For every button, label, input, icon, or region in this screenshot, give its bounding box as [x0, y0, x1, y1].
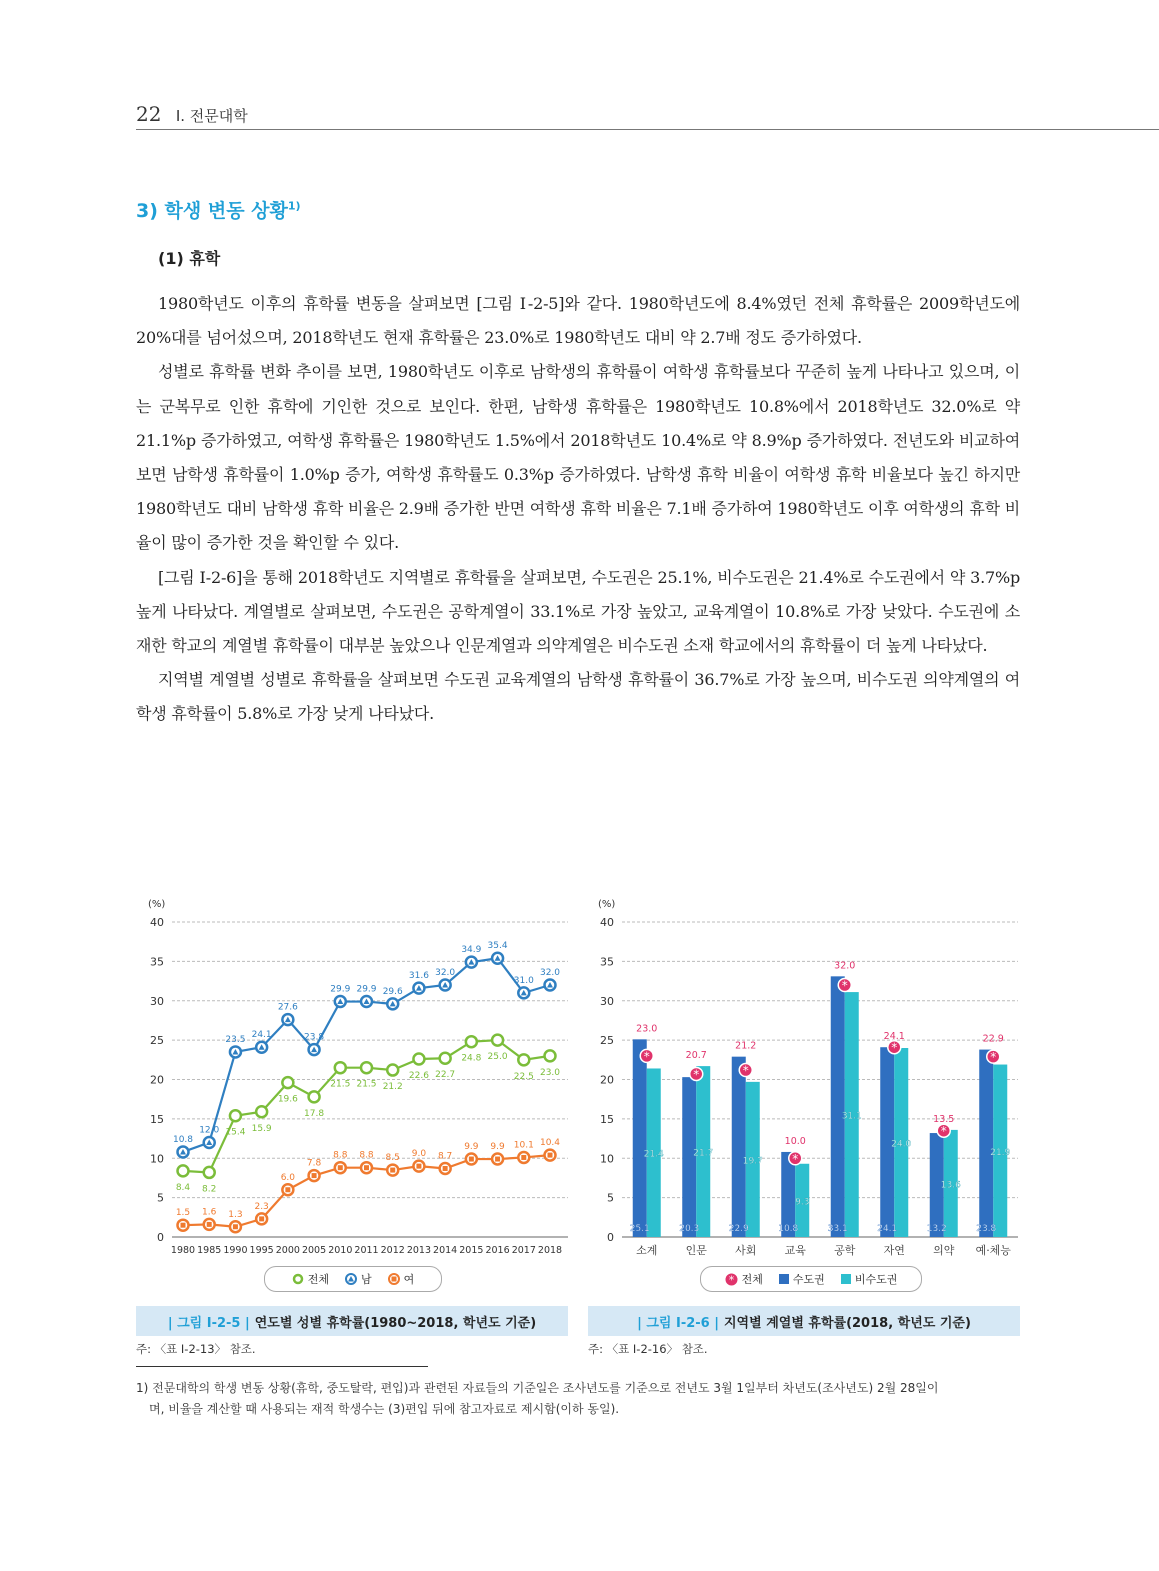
square-marker: [548, 1153, 553, 1158]
data-label: 32.0: [435, 968, 456, 978]
data-point: [335, 1062, 346, 1073]
data-label: 25.0: [487, 1052, 508, 1063]
asterisk-icon: *: [643, 1049, 650, 1064]
footnote-ref: 1): [287, 199, 301, 213]
x-category-label: 사회: [735, 1244, 757, 1257]
bar-value-noncapital: 24.0: [891, 1139, 912, 1150]
chart5-legend: [264, 1266, 442, 1292]
data-label: 8.4: [175, 1182, 191, 1193]
paragraph: [그림 Ⅰ-2-6]을 통해 2018학년도 지역별로 휴학률을 살펴보면, 수도권은 25.1%, 비수도권은 21.4%로 수도권에서 약 3.7%p 높게 나타났다. 계열별로 살펴보면, 수도권은 공학계열이 33.1%로 가장 높았고, 교육계열이 10.8%로 가장 낮았다. 수도권에 소재한 학교의 계열별 휴학률이 대부분 높았으나 인문계열과 의약계열은 비수도권 소재 학교에서의 휴학률이 더 높게 나타났다.: [136, 567, 1020, 656]
data-label: 34.9: [461, 945, 482, 956]
data-label: 22.7: [435, 1070, 456, 1081]
legend-item-total: 전체: [292, 1271, 329, 1287]
data-point: [230, 1110, 241, 1121]
svg-text:*: *: [728, 1273, 734, 1286]
data-label: 29.6: [382, 986, 403, 997]
legend-item-capital: 수도권: [779, 1271, 825, 1287]
data-label: 10.8: [172, 1134, 194, 1145]
legend-item-male: 남: [345, 1271, 372, 1287]
overall-value-label: 32.0: [834, 960, 856, 972]
square-marker: [521, 1155, 526, 1160]
data-label: 10.1: [513, 1140, 534, 1151]
data-point: [545, 1050, 556, 1061]
x-tick-label: 2016: [485, 1245, 510, 1256]
asterisk-icon: *: [742, 1063, 749, 1078]
data-label: 8.8: [359, 1150, 374, 1161]
bar-value-noncapital: 21.4: [643, 1149, 664, 1160]
x-tick-label: 1980: [170, 1245, 196, 1256]
triangle-marker-icon: [345, 1273, 357, 1285]
y-tick-label: 30: [600, 994, 614, 1008]
data-label: 23.0: [539, 1067, 561, 1078]
y-tick-label: 20: [150, 1073, 164, 1087]
data-label: 7.8: [306, 1158, 322, 1169]
overall-value-label: 24.1: [883, 1031, 905, 1043]
x-category-label: 의약: [933, 1244, 955, 1257]
data-label: 21.5: [356, 1079, 377, 1090]
y-tick-label: 5: [607, 1191, 614, 1205]
data-label: 24.8: [461, 1053, 482, 1064]
footnote-line: 며, 비율을 계산할 때 사용되는 재적 학생수는 (3)편입 뒤에 참고자료로 제시함(이하 동일).: [149, 1402, 620, 1416]
asterisk-marker-icon: [725, 1273, 738, 1286]
bar-value-noncapital: 21.9: [990, 1147, 1011, 1158]
figure6-note: 주: 〈표 Ⅰ-2-16〉 참조.: [588, 1342, 708, 1356]
data-label: 15.9: [251, 1123, 272, 1134]
square-marker: [469, 1157, 474, 1162]
data-point: [440, 1053, 451, 1064]
overall-value-label: 10.0: [784, 1135, 806, 1147]
data-point: [309, 1091, 320, 1102]
data-label: 29.9: [330, 984, 351, 995]
x-tick-label: 1990: [223, 1245, 248, 1256]
y-tick-label: 35: [150, 955, 164, 969]
square-marker: [390, 1168, 395, 1173]
asterisk-icon: *: [940, 1124, 947, 1139]
data-label: 21.5: [330, 1079, 351, 1090]
bar-value-noncapital: 31.1: [841, 1111, 862, 1122]
data-label: 8.2: [202, 1184, 217, 1195]
bar-value-capital: 20.3: [679, 1224, 700, 1234]
y-tick-label: 10: [600, 1152, 614, 1166]
y-tick-label: 15: [150, 1112, 164, 1126]
overall-value-label: 21.2: [735, 1040, 757, 1052]
bar-value-capital: 24.1: [877, 1224, 898, 1234]
data-label: 9.9: [464, 1142, 479, 1153]
data-label: 22.6: [408, 1071, 429, 1082]
y-tick-label: 25: [150, 1034, 164, 1048]
data-label: 12.0: [199, 1125, 220, 1136]
data-label: 31.6: [408, 971, 429, 982]
legend-item-female: 여: [388, 1271, 415, 1287]
y-tick-label: 40: [150, 916, 164, 929]
square-marker: [181, 1223, 186, 1228]
data-point: [204, 1167, 215, 1178]
x-tick-label: 1995: [249, 1245, 274, 1256]
data-label: 6.0: [280, 1172, 296, 1183]
bar-value-capital: 22.9: [728, 1224, 749, 1234]
bar-capital: [979, 1050, 993, 1237]
data-label: 23.8: [304, 1032, 325, 1043]
data-label: 35.4: [487, 941, 508, 952]
footnote-line: 1) 전문대학의 학생 변동 상황(휴학, 중도탈락, 편입)과 관련된 자료들의 기준일은 조사년도를 기준으로 전년도 3월 1일부터 차년도(조사년도) 2월 28일이: [136, 1381, 939, 1395]
asterisk-icon: *: [891, 1040, 898, 1055]
page-header: [136, 102, 248, 126]
x-tick-label: 2014: [433, 1245, 458, 1256]
data-label: 8.8: [333, 1150, 348, 1161]
y-axis-unit: (%): [148, 899, 166, 910]
data-point: [282, 1077, 293, 1088]
x-tick-label: 2018: [537, 1245, 563, 1256]
square-marker: [207, 1222, 212, 1227]
body-text: [136, 287, 1020, 732]
square-swatch-icon: [779, 1274, 789, 1284]
y-tick-label: 40: [600, 916, 614, 929]
bar-value-noncapital: 13.6: [940, 1180, 961, 1191]
data-label: 1.3: [228, 1209, 243, 1220]
bar-value-capital: 33.1: [827, 1224, 848, 1234]
bar-value-noncapital: 21.7: [693, 1148, 714, 1159]
data-point: [256, 1106, 267, 1117]
bar-chart: [586, 890, 1026, 1265]
figure6-caption: | 그림 Ⅰ-2-6 | 지역별 계열별 휴학률(2018, 학년도 기준): [588, 1306, 1020, 1336]
asterisk-icon: *: [792, 1151, 799, 1166]
bar-capital: [831, 976, 845, 1237]
header-rule: [136, 129, 1159, 130]
footnote: [136, 1378, 1026, 1420]
x-tick-label: 2005: [301, 1245, 327, 1256]
overall-value-label: 23.0: [636, 1023, 658, 1035]
asterisk-icon: *: [841, 978, 848, 993]
y-tick-label: 30: [150, 994, 164, 1008]
data-label: 8.7: [437, 1151, 453, 1162]
y-tick-label: 0: [607, 1231, 614, 1244]
x-tick-label: 1985: [197, 1245, 222, 1256]
square-marker: [338, 1165, 343, 1170]
y-tick-label: 35: [600, 955, 614, 969]
square-swatch-icon: [841, 1274, 851, 1284]
square-marker: [364, 1165, 369, 1170]
x-tick-label: 2017: [511, 1245, 536, 1256]
asterisk-icon: *: [693, 1067, 700, 1082]
y-axis-unit: (%): [598, 899, 616, 910]
data-point: [518, 1054, 529, 1065]
line-chart: [136, 890, 576, 1265]
circle-marker-icon: [292, 1273, 304, 1285]
data-label: 1.5: [175, 1208, 191, 1219]
overall-value-label: 13.5: [933, 1113, 955, 1125]
y-tick-label: 20: [600, 1073, 614, 1087]
asterisk-icon: *: [990, 1050, 997, 1065]
footnote-rule: [136, 1366, 428, 1367]
bar-capital: [732, 1057, 746, 1237]
paragraph: 1980학년도 이후의 휴학률 변동을 살펴보면 [그림 Ⅰ-2-5]와 같다. 1980학년도에 8.4%였던 전체 휴학률은 2009학년도에 20%대를 넘어섰으며, 2018학년도 현재 휴학률은 23.0%로 1980학년도 대비 약 2.7배 정도 증가하였다.: [136, 294, 1020, 348]
x-category-label: 공학: [834, 1244, 856, 1257]
chapter-name: Ⅰ. 전문대학: [175, 107, 248, 125]
bar-value-capital: 13.2: [926, 1224, 947, 1234]
square-marker: [495, 1157, 500, 1162]
legend-item-noncapital: 비수도권: [841, 1271, 898, 1287]
data-point: [466, 1036, 477, 1047]
bar-value-capital: 25.1: [629, 1224, 650, 1234]
x-tick-label: 2000: [275, 1245, 300, 1256]
data-label: 17.8: [304, 1108, 325, 1119]
section-title: 3) 학생 변동 상황$^{1)}$: [136, 199, 301, 222]
data-label: 9.9: [490, 1142, 505, 1153]
chart6-legend: [700, 1266, 922, 1292]
bar-value-noncapital: 19.7: [742, 1156, 763, 1167]
data-point: [413, 1054, 424, 1065]
y-tick-label: 15: [600, 1112, 614, 1126]
data-point: [387, 1065, 398, 1076]
figure5-caption: | 그림 Ⅰ-2-5 | 연도별 성별 휴학률(1980~2018, 학년도 기준): [136, 1306, 568, 1336]
paragraph: 성별로 휴학률 변화 추이를 보면, 1980학년도 이후로 남학생의 휴학률이 여학생 휴학률보다 꾸준히 높게 나타나고 있으며, 이는 군복무로 인한 휴학에 기인한 것으로 보인다. 한편, 남학생 휴학률은 1980학년도 10.8%에서 2018학년도 32.0%로 약 21.1%p 증가하였고, 여학생 휴학률은 1980학년도 1.5%에서 2018학년도 10.4%로 약 8.9%p 증가하였다. 전년도와 비교하여 보면 남학생 휴학률이 1.0%p 증가, 여학생 휴학률도 0.3%p 증가하였다. 남학생 휴학 비율이 여학생 휴학 비율보다 높긴 하지만 1980학년도 대비 남학생 휴학 비율은 2.9배 증가한 반면 여학생 휴학 비율은 7.1배 증가하여 1980학년도 이후 여학생의 휴학 비율이 많이 증가한 것을 확인할 수 있다.: [136, 362, 1020, 553]
data-label: 29.9: [356, 984, 377, 995]
x-tick-label: 2011: [354, 1245, 379, 1256]
x-tick-label: 2010: [328, 1245, 353, 1256]
legend-item-overall: * 전체: [725, 1271, 763, 1287]
data-point: [178, 1165, 189, 1176]
square-marker: [285, 1187, 290, 1192]
data-label: 10.4: [539, 1138, 561, 1149]
data-label: 27.6: [277, 1002, 298, 1013]
bar-capital: [633, 1039, 647, 1237]
y-tick-label: 10: [150, 1152, 164, 1166]
overall-value-label: 22.9: [982, 1033, 1004, 1045]
figure5-note: 주: 〈표 Ⅰ-2-13〉 참조.: [136, 1342, 256, 1356]
data-label: 9.0: [411, 1149, 427, 1160]
data-label: 15.4: [225, 1127, 246, 1138]
data-label: 23.5: [225, 1034, 246, 1045]
square-marker: [443, 1166, 448, 1171]
bar-value-noncapital: 9.3: [795, 1197, 810, 1208]
square-marker: [233, 1224, 238, 1229]
square-marker: [416, 1164, 421, 1169]
data-point: [492, 1035, 503, 1046]
data-label: 31.0: [513, 975, 534, 986]
x-category-label: 교육: [784, 1244, 806, 1257]
square-marker: [259, 1216, 264, 1221]
x-tick-label: 2013: [406, 1245, 432, 1256]
square-marker: [312, 1173, 317, 1178]
overall-value-label: 20.7: [685, 1050, 707, 1062]
data-label: 32.0: [539, 968, 561, 978]
data-label: 8.5: [385, 1153, 400, 1164]
square-marker-icon: [388, 1273, 400, 1285]
y-tick-label: 5: [157, 1191, 164, 1205]
data-label: 19.6: [277, 1094, 298, 1105]
x-tick-label: 2015: [459, 1245, 484, 1256]
data-label: 21.2: [382, 1082, 403, 1093]
paragraph: 지역별 계열별 성별로 휴학률을 살펴보면 수도권 교육계열의 남학생 휴학률이 36.7%로 가장 높으며, 비수도권 의약계열의 여학생 휴학률이 5.8%로 가장 낮게 나타났다.: [136, 670, 1020, 724]
data-label: 1.6: [202, 1207, 217, 1218]
data-label: 24.1: [251, 1030, 272, 1041]
x-category-label: 예·체능: [975, 1244, 1011, 1257]
x-tick-label: 2012: [380, 1245, 405, 1256]
bar-value-capital: 23.8: [976, 1224, 997, 1234]
data-point: [361, 1062, 372, 1073]
x-category-label: 자연: [883, 1244, 905, 1257]
bar-value-capital: 10.8: [778, 1224, 799, 1234]
y-tick-label: 0: [157, 1231, 164, 1244]
x-category-label: 소계: [636, 1244, 658, 1257]
y-tick-label: 25: [600, 1034, 614, 1048]
page-number: 22: [136, 102, 162, 126]
data-label: 22.5: [513, 1071, 534, 1082]
data-label: 2.3: [254, 1201, 269, 1212]
x-category-label: 인문: [685, 1244, 707, 1257]
subsection-title: (1) 휴학: [158, 249, 221, 268]
